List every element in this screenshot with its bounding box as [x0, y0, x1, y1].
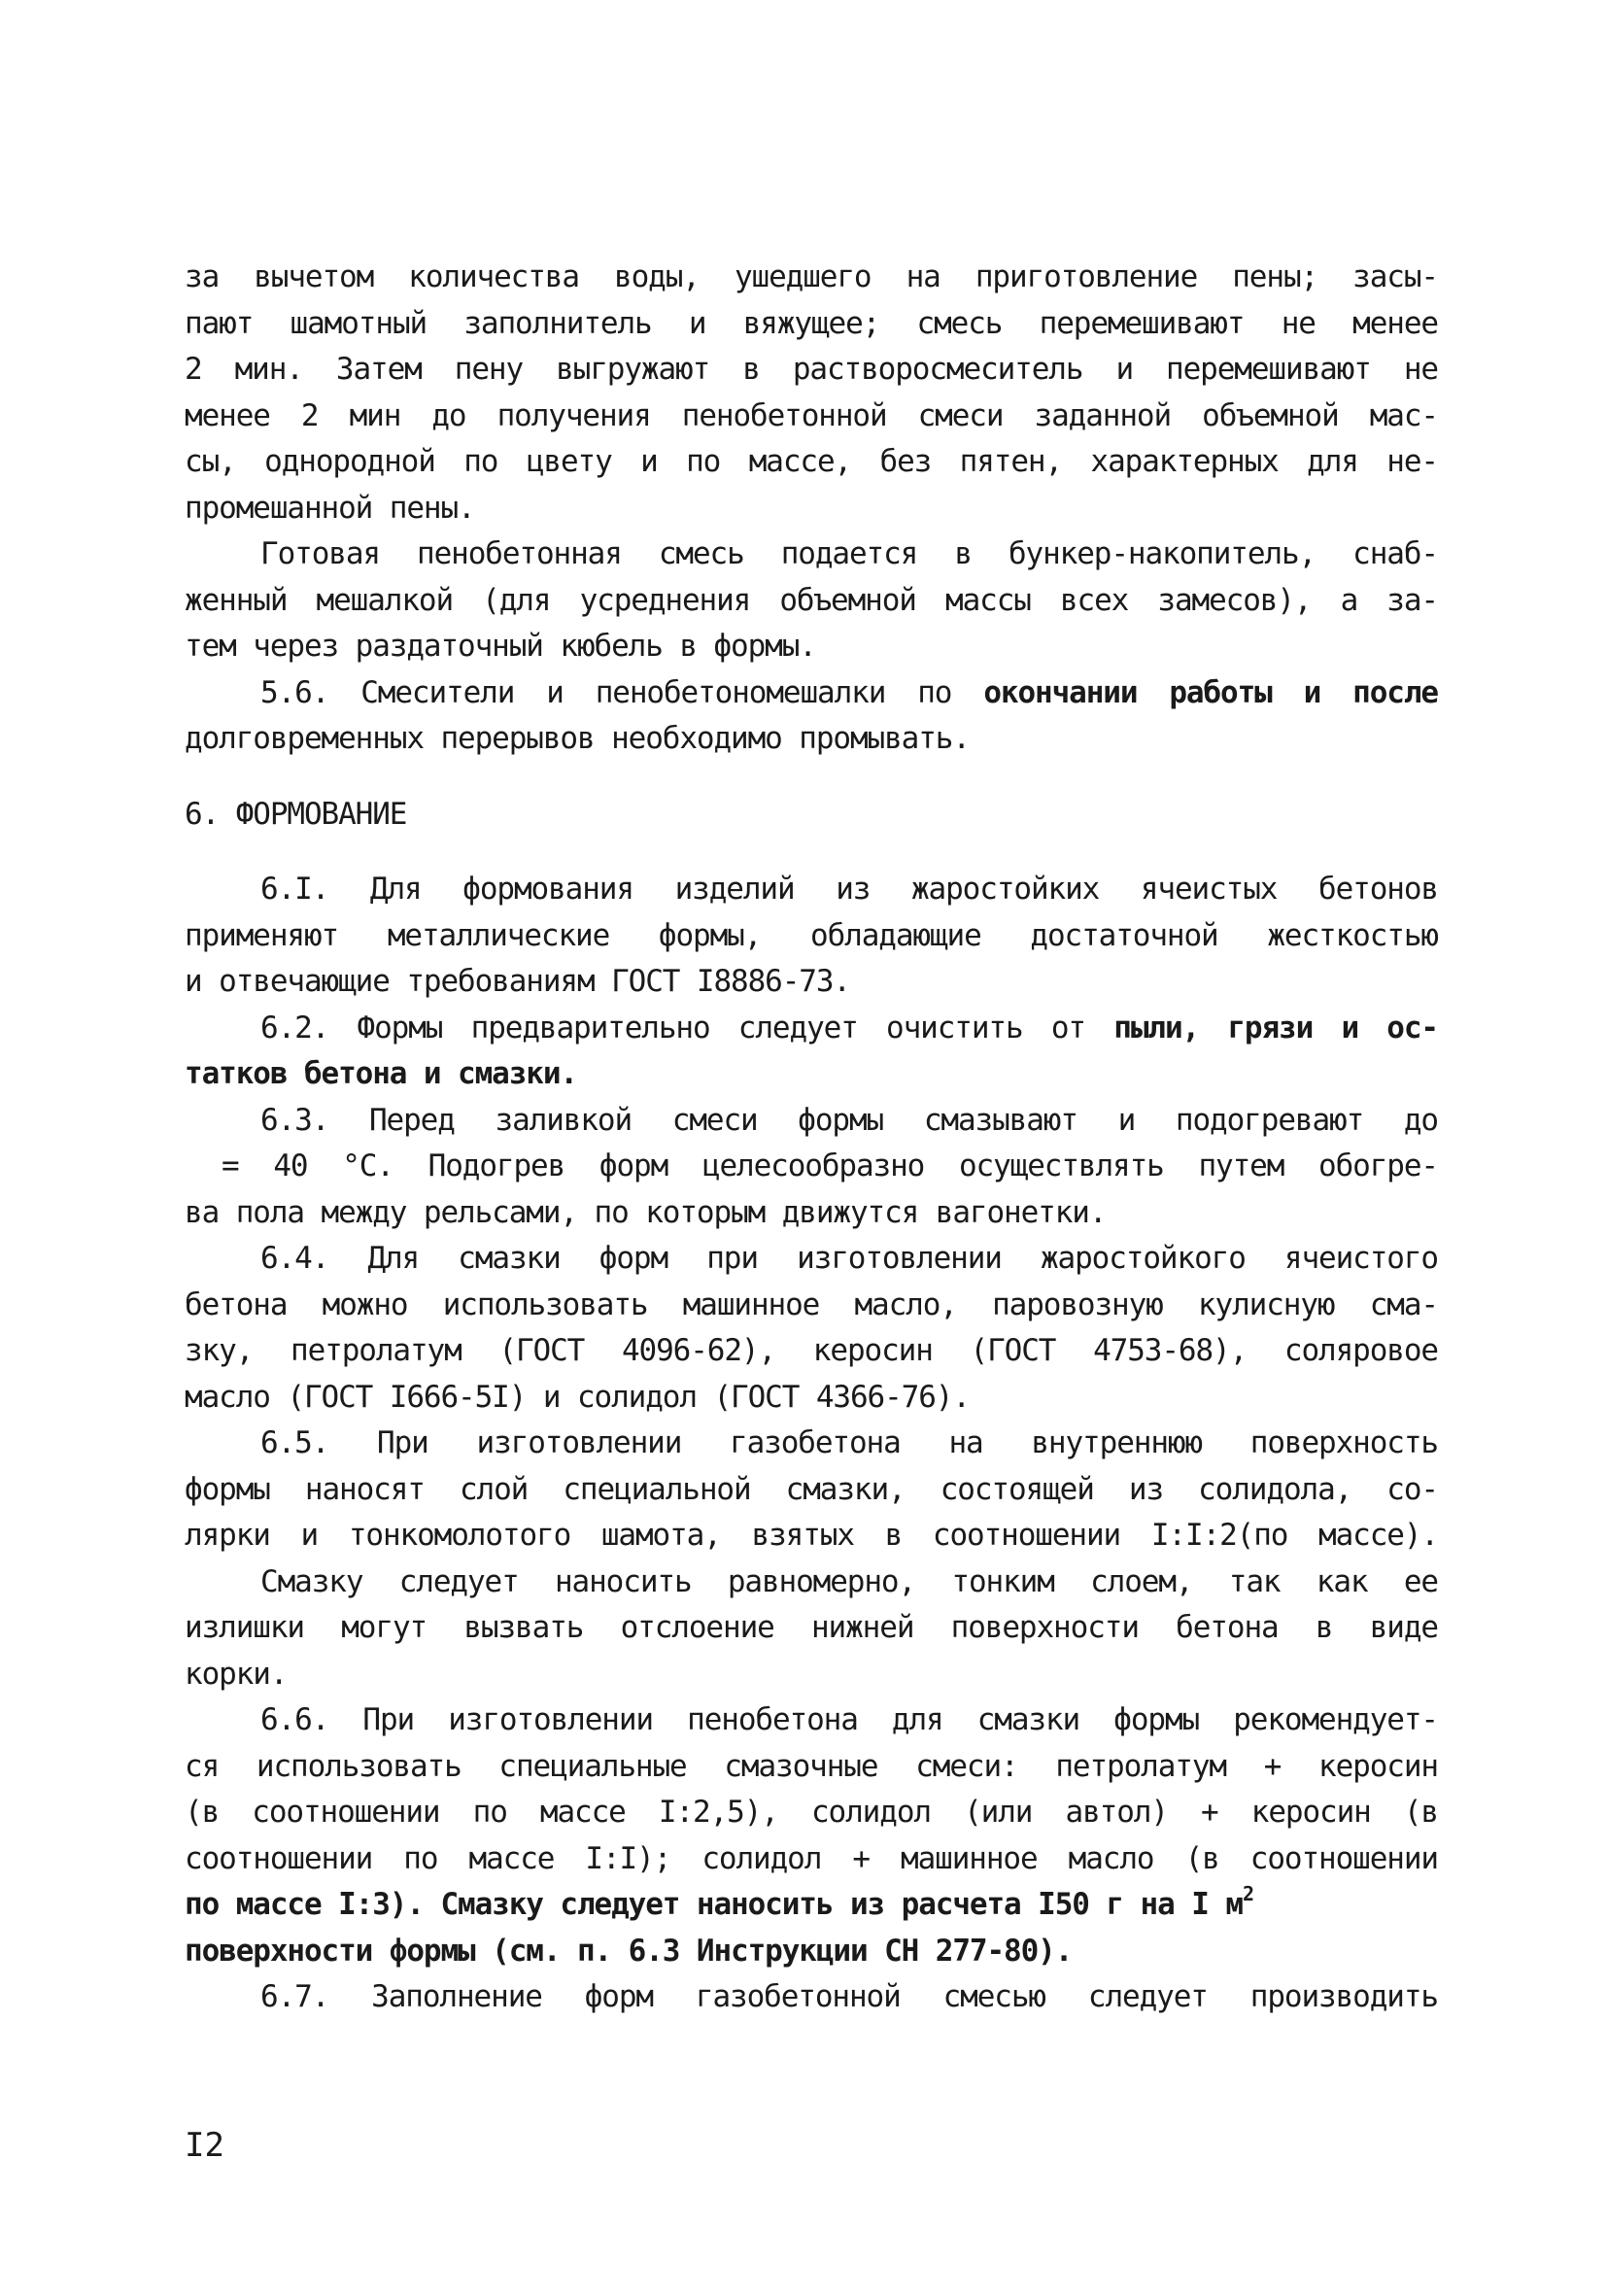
text-line: 6.7. Заполнение форм газобетонной смесью следует производить — [260, 1979, 1438, 2014]
text-line: Смазку следует наносить равномерно, тонким слоем, так как ее — [260, 1563, 1438, 1599]
text-line: 6.5. При изготовлении газобетона на внутреннюю поверхность — [260, 1425, 1438, 1460]
text-line: 6.4. Для смазки форм при изготовлении жаростойкого ячеистого — [260, 1241, 1438, 1276]
superscript: 2 — [1242, 1882, 1253, 1905]
text-line: зку, петролатум (ГОСТ 4096-62), керосин (ГОСТ 4753-68), соляровое — [185, 1333, 1438, 1368]
text-line: 6.6. При изготовлении пенобетона для смазки формы рекомендует- — [260, 1702, 1438, 1737]
text-line: 2 мин. Затем пену выгружают в растворосмеситель и перемешивают не — [185, 352, 1438, 387]
text-line: сы, однородной по цвету и по массе, без пятен, характерных для не- — [185, 444, 1438, 479]
text-line: = 40 °С. Подогрев форм целесообразно осуществлять путем обогре- — [222, 1148, 1438, 1183]
paragraph-6-1 — [185, 867, 1438, 1006]
section-heading: 6. ФОРМОВАНИЕ — [185, 796, 407, 832]
paragraph-lubricant — [185, 1559, 1438, 1698]
text-line: и отвечающие требованиям ГОСТ I8886-73. — [185, 964, 850, 999]
paragraph-6-7 — [185, 1974, 1438, 2021]
text-bold: пыли, грязи и ос- — [1113, 1010, 1438, 1045]
text-line: корки. — [185, 1656, 288, 1692]
paragraph-6-3 — [185, 1098, 1438, 1237]
text-bold: окончании работы и после — [983, 674, 1438, 710]
paragraph-continuation — [185, 255, 1438, 531]
paragraph-6-6 — [185, 1697, 1438, 1974]
text-line — [185, 1006, 1438, 1052]
text-line: 6.3. Перед заливкой смеси формы смазывают и подогревают до — [260, 1102, 1438, 1138]
text-line: пают шамотный заполнитель и вяжущее; смесь перемешивают не менее — [185, 305, 1438, 341]
page-number: I2 — [185, 2126, 224, 2165]
text-line: татков бетона и смазки. — [185, 1056, 577, 1091]
text-line: долговременных перерывов необходимо промывать. — [185, 721, 970, 756]
text-line: ся использовать специальные смазочные смеси: петролатум + керосин — [185, 1748, 1438, 1784]
paragraph-6-4 — [185, 1236, 1438, 1421]
paragraph-6-5 — [185, 1421, 1438, 1559]
text-line: (в соотношении по массе I:2,5), солидол (или автол) + керосин (в — [185, 1795, 1438, 1830]
text-line: Готовая пенобетонная смесь подается в бункер-накопитель, снаб- — [260, 536, 1438, 571]
text-line: поверхности формы (см. п. 6.3 Инструкции СН 277-80). — [185, 1933, 1073, 1969]
text-line: масло (ГОСТ I666-5I) и солидол (ГОСТ 4366-76). — [185, 1379, 970, 1415]
text-line — [185, 1882, 1438, 1929]
text-line: лярки и тонкомолотого шамота, взятых в соотношении I:I:2(по массе). — [185, 1518, 1438, 1553]
text-line: 6.I. Для формования изделий из жаростойких ячеистых бетонов — [260, 872, 1438, 907]
text-line: излишки могут вызвать отслоение нижней поверхности бетона в виде — [185, 1610, 1438, 1645]
paragraph-6-2 — [185, 1006, 1438, 1098]
document-page — [185, 255, 1438, 2021]
text-normal: 5.6. Смесители и пенобетономешалки по — [260, 674, 984, 710]
text-line — [185, 670, 1438, 717]
text-normal: 6.2. Формы предварительно следует очистить от — [260, 1010, 1114, 1045]
text-line: соотношении по массе I:I); солидол + машинное масло (в соотношении — [185, 1840, 1438, 1876]
text-line: формы наносят слой специальной смазки, состоящей из солидола, со- — [185, 1471, 1438, 1507]
text-line: женный мешалкой (для усреднения объемной массы всех замесов), а за- — [185, 582, 1438, 618]
paragraph-ready-mix — [185, 531, 1438, 670]
text-line: бетона можно использовать машинное масло, паровозную кулисную сма- — [185, 1286, 1438, 1322]
text-line: промешанной пены. — [185, 490, 475, 526]
text-line: менее 2 мин до получения пенобетонной смеси заданной объемной мас- — [185, 397, 1438, 433]
text-line: тем через раздаточный кюбель в формы. — [185, 629, 816, 664]
text-line: за вычетом количества воды, ушедшего на приготовление пены; засы- — [185, 259, 1438, 294]
paragraph-5-6 — [185, 670, 1438, 763]
text-bold: по массе I:3). Смазку следует наносить из расчета I50 г на I м — [185, 1887, 1243, 1922]
text-line: ва пола между рельсами, по которым движутся вагонетки. — [185, 1194, 1107, 1230]
text-line: применяют металлические формы, обладающие достаточной жесткостью — [185, 917, 1438, 953]
